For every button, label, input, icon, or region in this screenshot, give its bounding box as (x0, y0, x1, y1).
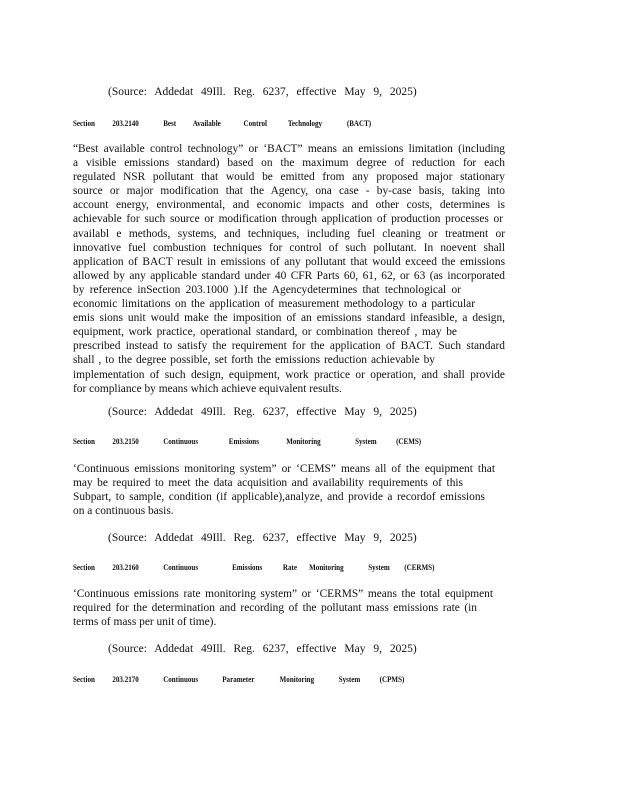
source-note: (Source: Addedat 49Ill. Reg. 6237, effective May 9, 2025) (108, 86, 417, 98)
section-title-word: (CPMS) (379, 674, 405, 684)
paragraph-line: implementation of such design, equipment, work practice or operation, and shall provide (73, 368, 505, 381)
section-title-word: Available (192, 118, 221, 128)
paragraph-line: source or major modification that the Agency, ona case - by-case basis, taking into (73, 185, 505, 198)
paragraph-line: equipment, work practice, operational standard, or combination thereof , may be (73, 326, 457, 339)
source-note: (Source: Addedat 49Ill. Reg. 6237, effective May 9, 2025) (108, 643, 417, 655)
section-paragraph (73, 587, 505, 629)
paragraph-line: ‘Continuous emissions monitoring system” or ‘CEMS” means all of the equipment that (73, 463, 495, 475)
section-title-word: Rate (282, 562, 298, 572)
section-label: Section (73, 674, 95, 684)
paragraph-line: achievable for such source or modification through application of production processes or (73, 213, 503, 226)
section-title-word: System (355, 436, 377, 446)
section-title-word: (BACT) (346, 118, 372, 128)
paragraph-line: regulated NSR pollutant that would be emitted from any proposed major stationary (73, 171, 505, 184)
paragraph-line: availabl e methods, systems, and techniques, including fuel cleaning or treatment or (73, 227, 505, 240)
section-title-word: (CEMS) (396, 436, 422, 446)
paragraph-line: account energy, environmental, and economic impacts and other costs, determines is (73, 199, 505, 212)
source-note: (Source: Addedat 49Ill. Reg. 6237, effective May 9, 2025) (108, 532, 417, 544)
paragraph-line: may be required to meet the data acquisition and availability requirements of this (73, 477, 463, 490)
source-note: (Source: Addedat 49Ill. Reg. 6237, effective May 9, 2025) (108, 406, 417, 418)
section-title-word: Control (243, 118, 267, 128)
section-title-word: Emissions (228, 436, 259, 446)
section-title-word: Best (163, 118, 177, 128)
paragraph-line: innovative fuel combustion techniques for control of such pollutant. In noevent shall (73, 241, 505, 254)
paragraph-line: emis sions unit would make the imposition of an emissions standard infeasible, a design, (73, 312, 505, 325)
section-heading (73, 562, 434, 572)
paragraph-line: ‘Continuous emissions rate monitoring system” or ‘CERMS” means the total equipment (73, 588, 493, 600)
paragraph-line: terms of mass per unit of time). (73, 616, 217, 629)
paragraph-line: allowed by any applicable standard under 40 CFR Parts 60, 61, 62, or 63 (as incorporated (73, 269, 505, 282)
paragraph-line: “Best available control technology” or ‘BACT” means an emissions limitation (including (73, 143, 505, 155)
section-label: Section (73, 562, 95, 572)
section-label: Section (73, 436, 95, 446)
paragraph-line: a visible emissions standard) based on the maximum degree of reduction for each (73, 157, 505, 170)
paragraph-line: by reference inSection 203.1000 ).If the Agencydetermines that technological or (73, 283, 461, 296)
section-number: 203.2160 (112, 562, 139, 572)
section-title-word: Continuous (163, 436, 199, 446)
section-title-word: Technology (287, 118, 323, 128)
paragraph-line: for compliance by means which achieve equivalent results. (73, 382, 342, 395)
paragraph-line: on a continuous basis. (73, 505, 174, 518)
section-heading (73, 118, 371, 128)
section-number: 203.2170 (112, 674, 139, 684)
section-title-word: Monitoring (286, 436, 321, 446)
section-heading (73, 436, 421, 446)
paragraph-line: economic limitations on the application of measurement methodology to a particular (73, 298, 475, 311)
paragraph-line: Subpart, to sample, condition (if applicable),analyze, and provide a recordof emissions (73, 491, 485, 504)
section-paragraph (73, 142, 505, 396)
section-title-word: Parameter (222, 674, 255, 684)
section-title-word: (CERMS) (404, 562, 435, 572)
paragraph-line: shall , to the degree possible, set forth the emissions reduction achievable by (73, 354, 435, 367)
section-title-word: Monitoring (279, 674, 315, 684)
section-label: Section (73, 118, 95, 128)
section-number: 203.2140 (112, 118, 139, 128)
section-title-word: Continuous (163, 674, 199, 684)
paragraph-line: application of BACT result in emissions of any pollutant that would exceed the emissions (73, 255, 505, 268)
section-title-word: Continuous (163, 562, 199, 572)
section-title-word: System (338, 674, 361, 684)
paragraph-line: required for the determination and recording of the pollutant mass emissions rate (in (73, 602, 477, 615)
section-number: 203.2150 (112, 436, 139, 446)
section-title-word: Monitoring (309, 562, 344, 572)
paragraph-line: prescribed instead to satisfy the requirement for the application of BACT. Such standard (73, 340, 505, 353)
section-paragraph (73, 462, 505, 518)
section-heading (73, 674, 404, 684)
section-title-word: Emissions (232, 562, 263, 572)
section-title-word: System (368, 562, 390, 572)
